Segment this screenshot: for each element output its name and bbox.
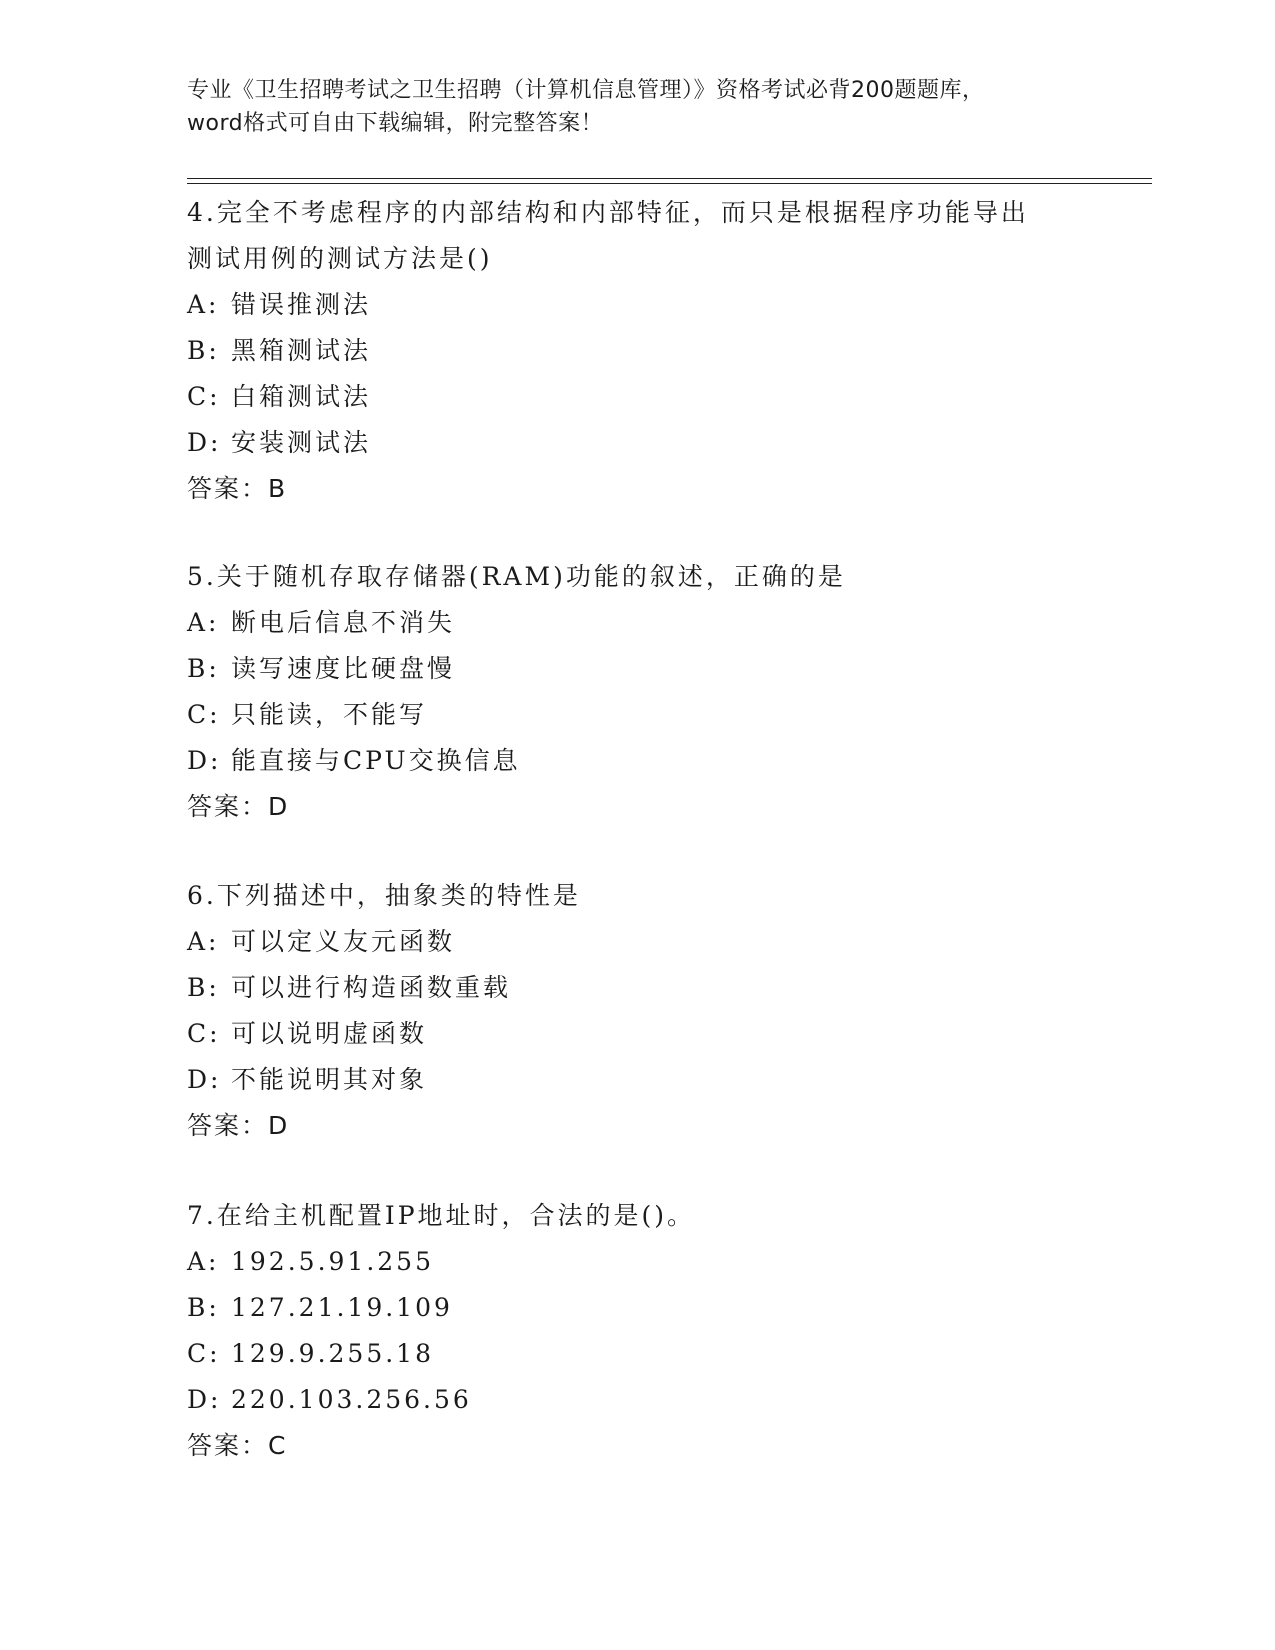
question-stem: 4.完全不考虑程序的内部结构和内部特征，而只是根据程序功能导出	[187, 198, 1029, 227]
option-a	[187, 282, 1147, 328]
option-text: 白箱测试法	[231, 382, 372, 411]
option-b	[187, 965, 1147, 1011]
option-text: 读写速度比硬盘慢	[231, 654, 456, 683]
option-key: B:	[187, 336, 220, 365]
answer-line: 答案：C	[187, 1431, 288, 1460]
option-key: A:	[187, 1247, 220, 1276]
option-key: B:	[187, 654, 220, 683]
option-d	[187, 1057, 1147, 1103]
option-text: 错误推测法	[231, 290, 372, 319]
document-header	[187, 74, 1087, 140]
option-key: C:	[187, 1339, 221, 1368]
option-text: 断电后信息不消失	[231, 608, 456, 637]
question-stem: 5.关于随机存取存储器(RAM)功能的叙述，正确的是	[187, 562, 846, 591]
option-c	[187, 692, 1147, 738]
option-key: A:	[187, 608, 220, 637]
header-divider-top	[187, 178, 1152, 179]
option-d	[187, 420, 1147, 466]
option-key: B:	[187, 1293, 220, 1322]
option-key: C:	[187, 1019, 221, 1048]
answer-line: 答案：D	[187, 1111, 290, 1140]
option-d	[187, 1377, 1147, 1423]
option-text: 220.103.256.56	[231, 1385, 472, 1414]
question-stem: 6.下列描述中，抽象类的特性是	[187, 881, 581, 910]
option-key: C:	[187, 382, 221, 411]
option-c	[187, 1331, 1147, 1377]
option-key: C:	[187, 700, 221, 729]
option-text: 黑箱测试法	[231, 336, 372, 365]
option-key: A:	[187, 290, 220, 319]
option-text: 192.5.91.255	[231, 1247, 434, 1276]
header-divider-bottom	[187, 183, 1152, 184]
answer-line: 答案：D	[187, 792, 290, 821]
header-line-2: word格式可自由下载编辑，附完整答案！	[187, 111, 604, 136]
option-d	[187, 738, 1147, 784]
option-text: 可以进行构造函数重载	[231, 973, 512, 1002]
option-key: D:	[187, 1385, 222, 1414]
header-line-1: 专业《卫生招聘考试之卫生招聘（计算机信息管理）》资格考试必背200题题库，	[187, 78, 985, 103]
option-c	[187, 374, 1147, 420]
option-key: D:	[187, 428, 222, 457]
option-c	[187, 1011, 1147, 1057]
option-b	[187, 328, 1147, 374]
option-b	[187, 646, 1147, 692]
option-text: 129.9.255.18	[231, 1339, 434, 1368]
question-stem: 7.在给主机配置IP地址时，合法的是()。	[187, 1201, 696, 1230]
option-a	[187, 600, 1147, 646]
option-a	[187, 1239, 1147, 1285]
option-text: 127.21.19.109	[231, 1293, 453, 1322]
option-key: A:	[187, 927, 220, 956]
option-text: 可以定义友元函数	[231, 927, 456, 956]
option-key: D:	[187, 1065, 222, 1094]
option-text: 能直接与CPU交换信息	[231, 746, 521, 775]
question-4	[187, 190, 1147, 512]
option-key: B:	[187, 973, 220, 1002]
option-text: 不能说明其对象	[231, 1065, 428, 1094]
answer-line: 答案：B	[187, 474, 288, 503]
option-text: 只能读，不能写	[231, 700, 428, 729]
option-b	[187, 1285, 1147, 1331]
option-text: 可以说明虚函数	[231, 1019, 428, 1048]
question-7	[187, 1193, 1147, 1469]
question-6	[187, 873, 1147, 1149]
option-key: D:	[187, 746, 222, 775]
option-text: 安装测试法	[231, 428, 372, 457]
question-5	[187, 554, 1147, 830]
option-a	[187, 919, 1147, 965]
question-stem-continued: 测试用例的测试方法是()	[187, 244, 493, 273]
